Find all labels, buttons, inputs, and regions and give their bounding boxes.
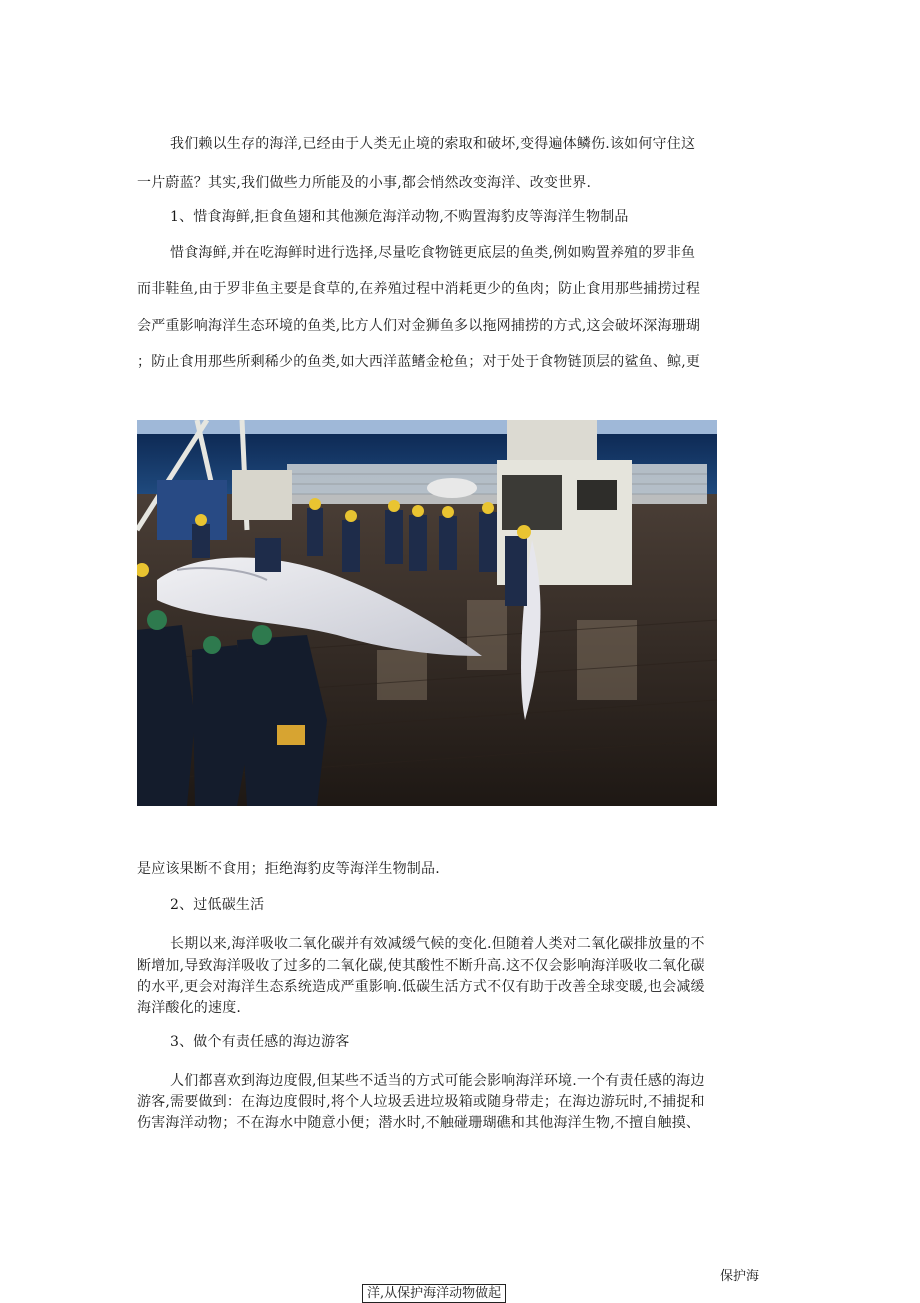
section3-line-2: 游客,需要做到：在海边度假时,将个人垃圾丢进垃圾箱或随身带走；在海边游玩时,不捕捉和: [137, 1094, 705, 1110]
heading-2: 2、过低碳生活: [170, 897, 265, 913]
footer-title-fragment: 保护海: [720, 1269, 760, 1284]
section1-cont: 是应该果断不食用；拒绝海豹皮等海洋生物制品.: [137, 861, 440, 877]
section3-line-1: 人们都喜欢到海边度假,但某些不适当的方式可能会影响海洋环境.一个有责任感的海边: [170, 1073, 705, 1089]
heading-1: 1、惜食海鲜,拒食鱼翅和其他濒危海洋动物,不购置海豹皮等海洋生物制品: [170, 209, 629, 225]
section2-line-3: 的水平,更会对海洋生态系统造成严重影响.低碳生活方式不仅有助于改善全球变暖,也会减缓: [137, 979, 705, 995]
intro-line-1: 我们赖以生存的海洋,已经由于人类无止境的索取和破坏,变得遍体鳞伤.该如何守住这: [170, 136, 696, 152]
section1-line-2: 而非鞋鱼,由于罗非鱼主要是食草的,在养殖过程中消耗更少的鱼肉；防止食用那些捕捞过程: [137, 281, 701, 297]
section2-line-1: 长期以来,海洋吸收二氧化碳并有效减缓气候的变化.但随着人类对二氧化碳排放量的不: [170, 936, 705, 952]
section1-line-4: ；防止食用那些所剩稀少的鱼类,如大西洋蓝鳍金枪鱼；对于处于食物链顶层的鲨鱼、鲸,更: [137, 354, 701, 370]
section1-line-1: 惜食海鲜,并在吃海鲜时进行选择,尽量吃食物链更底层的鱼类,例如购置养殖的罗非鱼: [170, 245, 696, 261]
section3-line-3: 伤害海洋动物；不在海水中随意小便；潜水时,不触碰珊瑚礁和其他海洋生物,不擅自触摸、: [137, 1115, 701, 1131]
section2-line-2: 断增加,导致海洋吸收了过多的二氧化碳,使其酸性不断升高.这不仅会影响海洋吸收二氧化碳: [137, 958, 705, 974]
section2-line-4: 海洋酸化的速度.: [137, 1000, 242, 1016]
section1-line-3: 会严重影响海洋生态环境的鱼类,比方人们对金狮鱼多以拖网捕捞的方式,这会破坏深海珊瑚: [137, 318, 701, 334]
footer-title-box: 洋,从保护海洋动物做起: [362, 1284, 506, 1303]
heading-3: 3、做个有责任感的海边游客: [170, 1034, 350, 1050]
intro-line-2: 一片蔚蓝？其实,我们做些力所能及的小事,都会悄然改变海洋、改变世界.: [137, 175, 592, 191]
whaling-photo: [137, 420, 717, 806]
